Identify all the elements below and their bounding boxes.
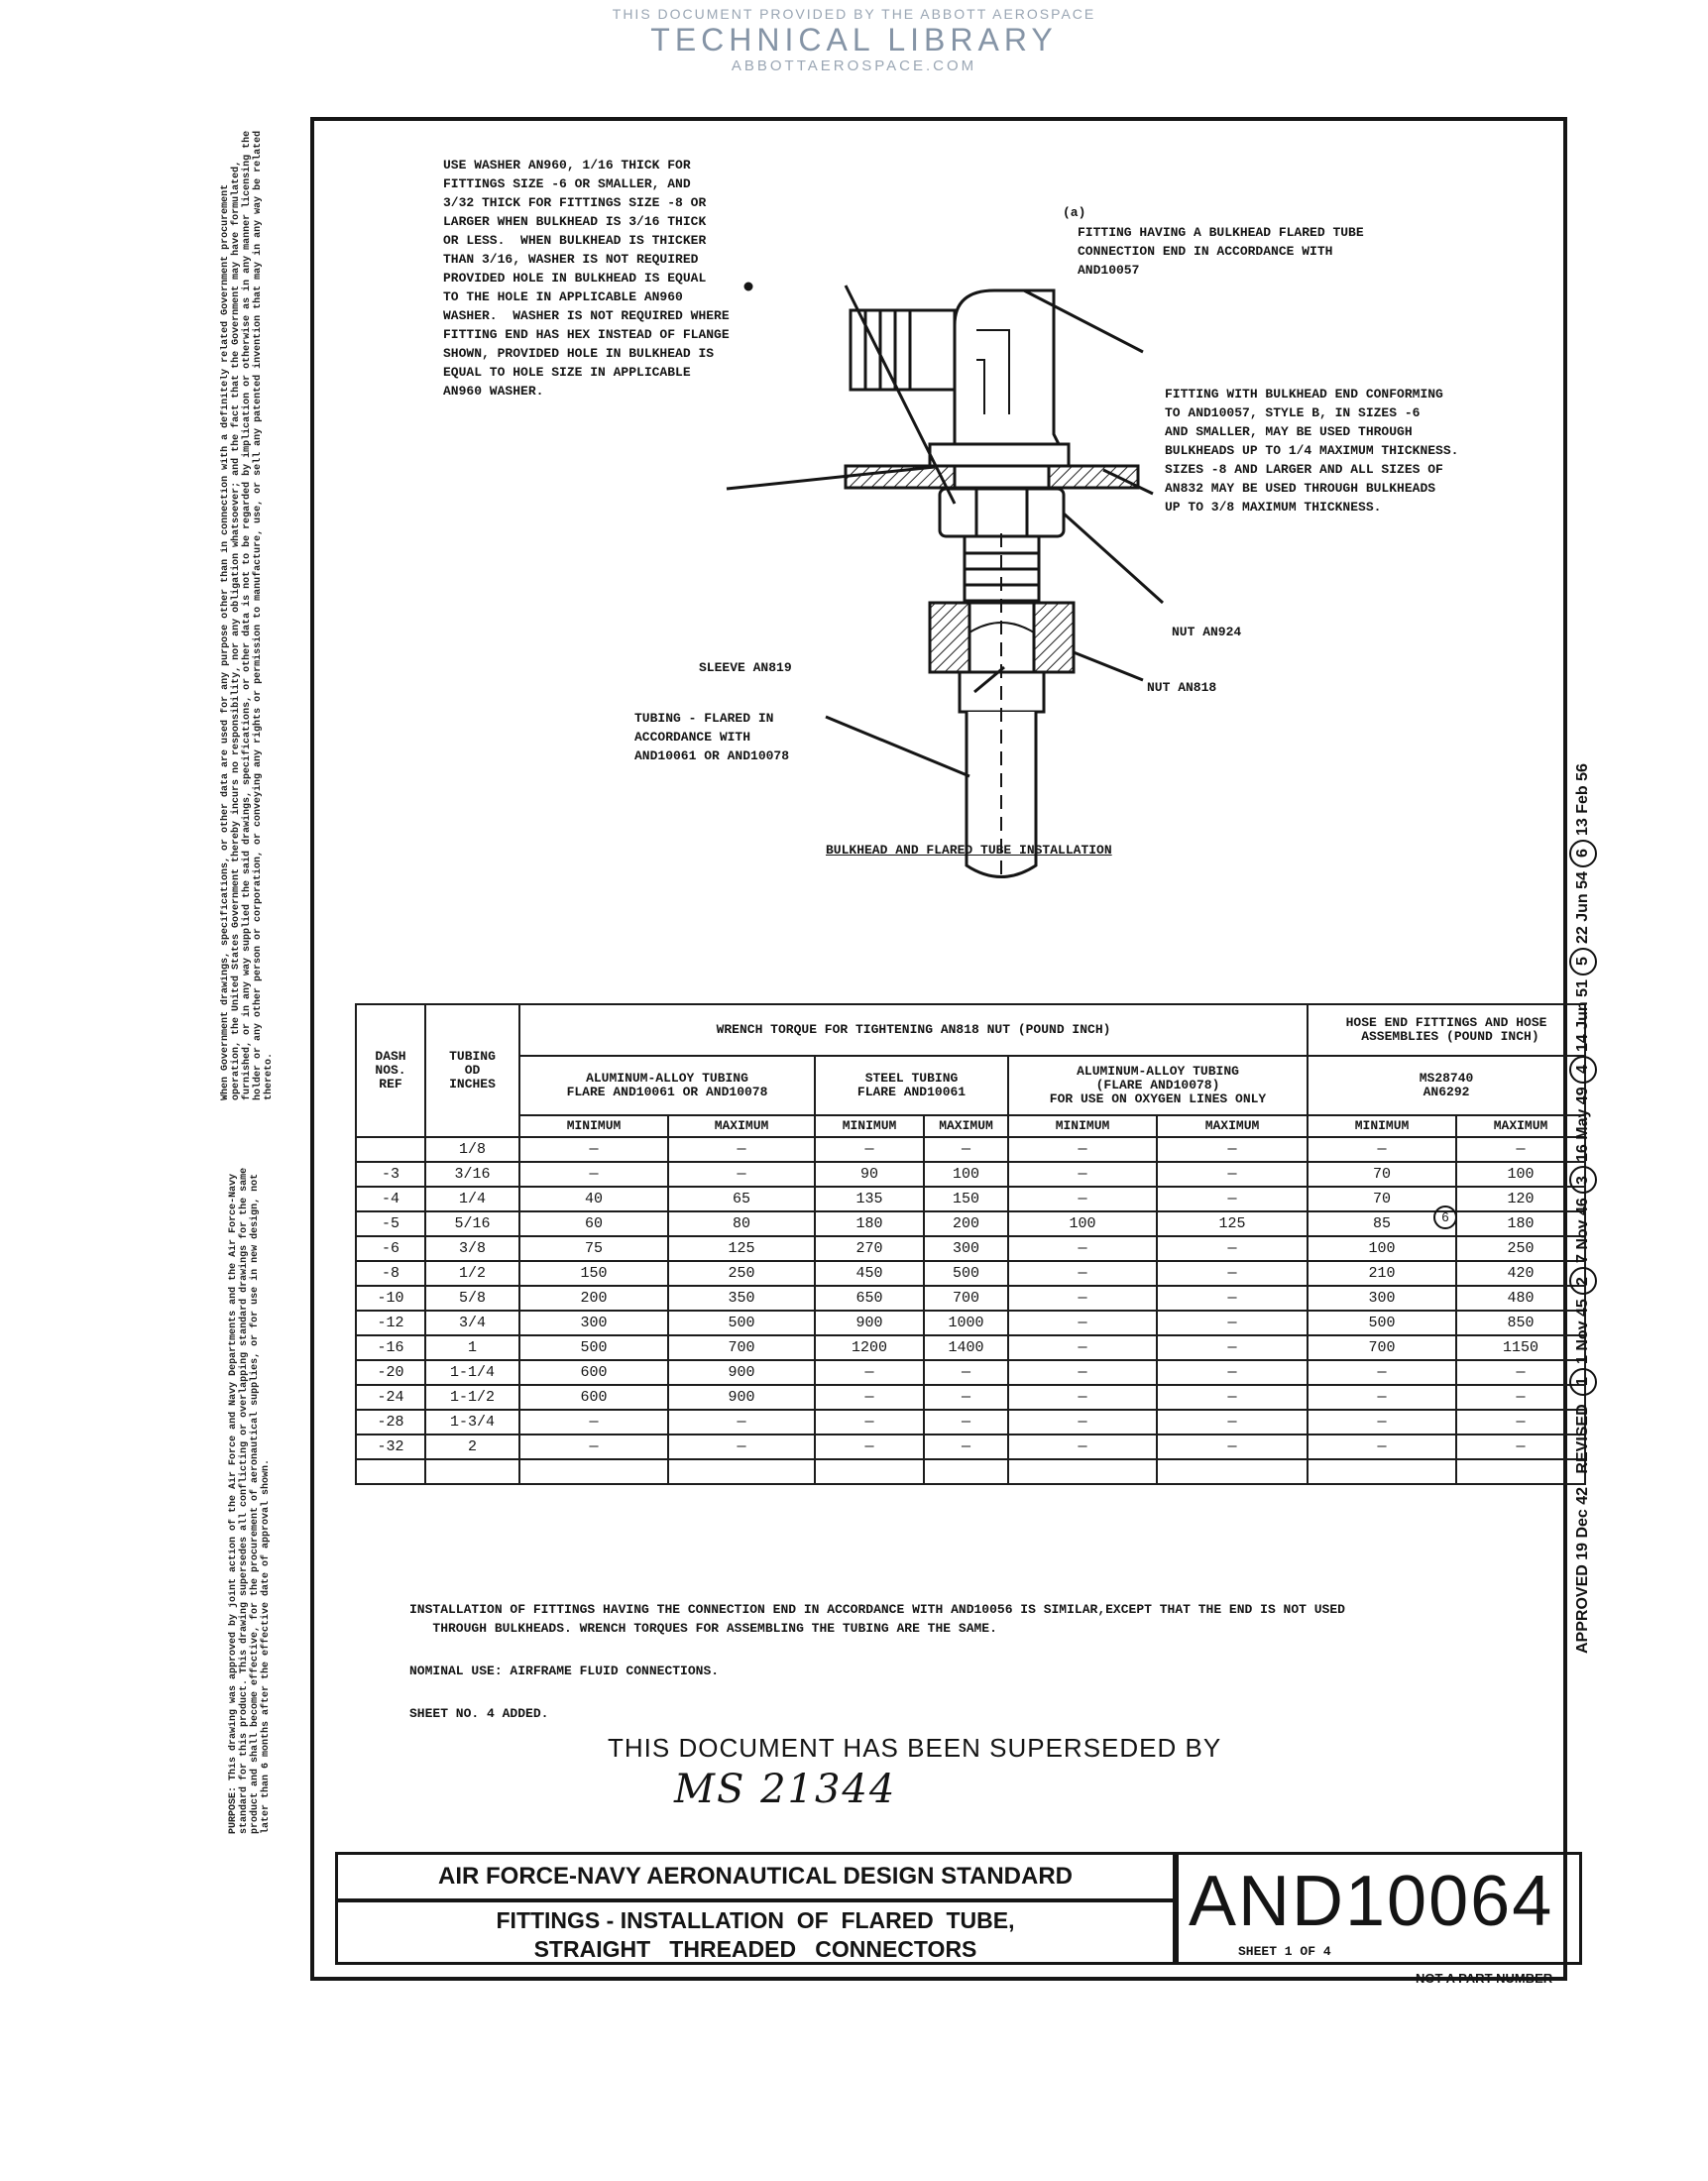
header-max: MAXIMUM <box>1157 1115 1308 1137</box>
cell-st-max: — <box>924 1435 1008 1459</box>
label-sleeve-an819: SLEEVE AN819 <box>699 660 792 675</box>
cell-od: 1-3/4 <box>425 1410 519 1435</box>
library-url: ABBOTTAEROSPACE.COM <box>731 57 977 74</box>
title-block-number <box>1176 1852 1582 1965</box>
cell-st-max: — <box>924 1385 1008 1410</box>
header-max: MAXIMUM <box>668 1115 815 1137</box>
cell-st-max: — <box>924 1410 1008 1435</box>
cell-dash: -16 <box>356 1335 425 1360</box>
label-nut-an924: NUT AN924 <box>1172 625 1242 639</box>
bulkhead-plate-right <box>1049 466 1138 488</box>
cell-al-min: 200 <box>519 1286 668 1311</box>
torque-table <box>355 1003 1586 1485</box>
table-row <box>356 1236 1585 1261</box>
cell-od: 5/8 <box>425 1286 519 1311</box>
sheet-number: SHEET 1 OF 4 <box>1238 1944 1331 1959</box>
cell-ox-min: — <box>1008 1360 1157 1385</box>
cell-al-max: 250 <box>668 1261 815 1286</box>
drawing-number: AND10064 <box>1189 1862 1554 1941</box>
cell-hose-min: 300 <box>1308 1286 1456 1311</box>
cell-st-min: — <box>815 1385 924 1410</box>
cell-st-max: — <box>924 1360 1008 1385</box>
note-washer: USE WASHER AN960, 1/16 THICK FOR FITTINGS SIZE -6 OR SMALLER, AND 3/32 THICK FOR FITTINGS SIZE -8 OR LARGER WHEN BULKHEAD IS 3/16 THICK OR LESS. WHEN BULKHEAD IS THICKER THAN 3/16, WASHER IS NOT REQUIRED PROVIDED HOLE IN BULKHEAD IS EQUAL TO THE HOLE IN APPLICABLE AN960 WASHER. WASHER IS NOT REQUIRED WHERE FITTING END HAS HEX INSTEAD OF FLANGE SHOWN, PROVIDED HOLE IN BULKHEAD IS EQUAL TO HOLE SIZE IN APPLICABLE AN960 WASHER. <box>443 158 730 399</box>
cell-ox-min: — <box>1008 1435 1157 1459</box>
note-tubing: TUBING - FLARED IN ACCORDANCE WITH AND10061 OR AND10078 <box>634 711 790 763</box>
cell-ox-max: 125 <box>1157 1211 1308 1236</box>
cell-od: 1 <box>425 1335 519 1360</box>
header-aluminum-tubing: ALUMINUM-ALLOY TUBING FLARE AND10061 OR AND10078 <box>519 1056 815 1115</box>
header-min: MINIMUM <box>815 1115 924 1137</box>
cell-st-max: 200 <box>924 1211 1008 1236</box>
header-min: MINIMUM <box>519 1115 668 1137</box>
cell-st-min: 900 <box>815 1311 924 1335</box>
cell-hose-max: — <box>1456 1435 1585 1459</box>
cell-hose-min <box>1308 1459 1456 1484</box>
header-wrench-torque: WRENCH TORQUE FOR TIGHTENING AN818 NUT (POUND INCH) <box>519 1004 1308 1056</box>
table-row <box>356 1435 1585 1459</box>
cell-dash: -4 <box>356 1187 425 1211</box>
cell-hose-max: 1150 <box>1456 1335 1585 1360</box>
cell-ox-max <box>1157 1459 1308 1484</box>
cell-od: 3/4 <box>425 1311 519 1335</box>
cell-hose-max: 100 <box>1456 1162 1585 1187</box>
revision-number: 2 <box>1569 1267 1597 1295</box>
cell-dash: -10 <box>356 1286 425 1311</box>
drawing-title-line2: STRAIGHT THREADED CONNECTORS <box>533 1936 977 1962</box>
cell-od: 2 <box>425 1435 519 1459</box>
cell-ox-min: — <box>1008 1286 1157 1311</box>
cell-ox-max: — <box>1157 1261 1308 1286</box>
revision-mark-circle: 6 <box>1433 1205 1457 1229</box>
cell-st-min: 1200 <box>815 1335 924 1360</box>
cell-hose-min: 100 <box>1308 1236 1456 1261</box>
cell-hose-min: — <box>1308 1385 1456 1410</box>
cell-al-max: 65 <box>668 1187 815 1211</box>
note-a-marker: (a) <box>1063 205 1086 220</box>
cell-dash <box>356 1137 425 1162</box>
revision-number: 1 <box>1569 1368 1597 1396</box>
cell-st-min: — <box>815 1360 924 1385</box>
cell-al-min: 75 <box>519 1236 668 1261</box>
cell-ox-max: — <box>1157 1236 1308 1261</box>
cell-od: 3/16 <box>425 1162 519 1187</box>
cell-al-min: 600 <box>519 1360 668 1385</box>
cell-st-min: 270 <box>815 1236 924 1261</box>
table-row <box>356 1187 1585 1211</box>
header-min: MINIMUM <box>1308 1115 1456 1137</box>
cell-st-max: 1400 <box>924 1335 1008 1360</box>
cell-ox-max: — <box>1157 1187 1308 1211</box>
cell-dash: -8 <box>356 1261 425 1286</box>
cell-ox-max: — <box>1157 1335 1308 1360</box>
cell-dash <box>356 1459 425 1484</box>
cell-al-max <box>668 1459 815 1484</box>
cell-ox-min: 100 <box>1008 1211 1157 1236</box>
cell-ox-min: — <box>1008 1410 1157 1435</box>
header-hose-spec: MS28740 AN6292 <box>1308 1056 1585 1115</box>
cell-ox-min: — <box>1008 1137 1157 1162</box>
cell-al-min: — <box>519 1137 668 1162</box>
cell-ox-min: — <box>1008 1385 1157 1410</box>
table-row <box>356 1162 1585 1187</box>
header-min: MINIMUM <box>1008 1115 1157 1137</box>
table-row <box>356 1137 1585 1162</box>
cell-al-min: — <box>519 1435 668 1459</box>
cell-ox-min: — <box>1008 1335 1157 1360</box>
cell-st-min: 90 <box>815 1162 924 1187</box>
cell-st-min: 450 <box>815 1261 924 1286</box>
superseded-handwritten: MS 21344 <box>674 1767 897 1812</box>
cell-st-max: 300 <box>924 1236 1008 1261</box>
revision-date: 16 May 49 <box>1574 1087 1591 1163</box>
cell-al-min: 600 <box>519 1385 668 1410</box>
cell-hose-max: — <box>1456 1360 1585 1385</box>
header-aluminum-oxygen: ALUMINUM-ALLOY TUBING (FLARE AND10078) FOR USE ON OXYGEN LINES ONLY <box>1008 1056 1308 1115</box>
cell-hose-min: — <box>1308 1435 1456 1459</box>
revision-number: 3 <box>1569 1166 1597 1194</box>
revision-date: 13 Feb 56 <box>1574 763 1591 836</box>
cell-hose-max: 480 <box>1456 1286 1585 1311</box>
cell-al-max: 500 <box>668 1311 815 1335</box>
cell-st-min: 180 <box>815 1211 924 1236</box>
cell-od: 1-1/4 <box>425 1360 519 1385</box>
cell-st-min: 650 <box>815 1286 924 1311</box>
cell-ox-min: — <box>1008 1162 1157 1187</box>
cell-dash: -28 <box>356 1410 425 1435</box>
nut-an924 <box>940 489 1064 536</box>
cell-al-min: 60 <box>519 1211 668 1236</box>
cell-dash: -24 <box>356 1385 425 1410</box>
cell-dash: -32 <box>356 1435 425 1459</box>
header-dash: DASH NOS. REF <box>356 1004 425 1137</box>
cell-hose-max: 250 <box>1456 1236 1585 1261</box>
title-block-title <box>335 1899 1176 1965</box>
not-a-part-number: NOT A PART NUMBER <box>1416 1971 1553 1986</box>
purpose-notice: PURPOSE: This drawing was approved by joint action of the Air Force and Navy Departments and the Air Force-Navy standard for this product. This drawing supersedes all conflicting or overlapping standard drawings for the same product and shall become effective, for the procurement of aeronautical supplies, or for use in new design, not later than 6 months after the effective date of approval shown. <box>228 1167 272 1834</box>
note-bulkhead-end: FITTING WITH BULKHEAD END CONFORMING TO AND10057, STYLE B, IN SIZES -6 AND SMALLER, MAY BE USED THROUGH BULKHEADS UP TO 1/4 MAXIMUM THICKNESS. SIZES -8 AND LARGER AND ALL SIZES OF AN832 MAY BE USED THROUGH BULKHEADS UP TO 3/8 MAXIMUM THICKNESS. <box>1165 387 1459 515</box>
cell-hose-max: — <box>1456 1385 1585 1410</box>
title-block-standard <box>335 1852 1176 1901</box>
revision-date: 22 Jun 54 <box>1574 870 1591 944</box>
cell-hose-min: 210 <box>1308 1261 1456 1286</box>
revision-date: 1 Nov 45 <box>1574 1299 1591 1365</box>
diagram-caption: BULKHEAD AND FLARED TUBE INSTALLATION <box>826 843 1112 858</box>
cell-st-max: 150 <box>924 1187 1008 1211</box>
cell-al-max: 80 <box>668 1211 815 1236</box>
cell-ox-max: — <box>1157 1435 1308 1459</box>
cell-al-min: 500 <box>519 1335 668 1360</box>
note-fitting-bulkhead-connection: FITTING HAVING A BULKHEAD FLARED TUBE CONNECTION END IN ACCORDANCE WITH AND10057 <box>1078 225 1364 278</box>
library-title: TECHNICAL LIBRARY <box>650 22 1058 57</box>
revision-date: 7 Nov 46 <box>1574 1198 1591 1264</box>
cell-st-max: 500 <box>924 1261 1008 1286</box>
library-provided-by: THIS DOCUMENT PROVIDED BY THE ABBOTT AEROSPACE <box>612 6 1096 22</box>
cell-hose-min: 70 <box>1308 1187 1456 1211</box>
note-installation: INSTALLATION OF FITTINGS HAVING THE CONNECTION END IN ACCORDANCE WITH AND10056 IS SIMILAR,EXCEPT THAT THE END IS NOT USED THROUGH BULKHEADS. WRENCH TORQUES FOR ASSEMBLING THE TUBING ARE THE SAME. <box>409 1602 1345 1636</box>
table-row <box>356 1211 1585 1236</box>
cell-hose-max: — <box>1456 1410 1585 1435</box>
cell-st-max: — <box>924 1137 1008 1162</box>
label-nut-an818: NUT AN818 <box>1147 680 1217 695</box>
table-row <box>356 1459 1585 1484</box>
standard-name: AIR FORCE-NAVY AERONAUTICAL DESIGN STANDARD <box>437 1863 1074 1890</box>
cell-st-min <box>815 1459 924 1484</box>
cell-al-max: 350 <box>668 1286 815 1311</box>
cell-hose-max: 180 <box>1456 1211 1585 1236</box>
approved-date: APPROVED 19 Dec 42 <box>1574 1487 1591 1655</box>
cell-st-min: — <box>815 1435 924 1459</box>
cell-st-max: 700 <box>924 1286 1008 1311</box>
revision-number: 5 <box>1569 948 1597 976</box>
cell-st-max <box>924 1459 1008 1484</box>
superseded-notice: THIS DOCUMENT HAS BEEN SUPERSEDED BY <box>608 1733 1222 1763</box>
table-row <box>356 1335 1585 1360</box>
cell-st-min: — <box>815 1137 924 1162</box>
cell-ox-max: — <box>1157 1385 1308 1410</box>
cell-al-max: 900 <box>668 1385 815 1410</box>
table-row <box>356 1385 1585 1410</box>
cell-od: 1/4 <box>425 1187 519 1211</box>
cell-od: 3/8 <box>425 1236 519 1261</box>
cell-hose-max: 420 <box>1456 1261 1585 1286</box>
cell-al-min: — <box>519 1162 668 1187</box>
cell-hose-min: 700 <box>1308 1335 1456 1360</box>
cell-al-max: 700 <box>668 1335 815 1360</box>
cell-ox-min: — <box>1008 1236 1157 1261</box>
revision-date: 14 Jun 51 <box>1574 978 1591 1052</box>
cell-st-min: 135 <box>815 1187 924 1211</box>
cell-dash: -3 <box>356 1162 425 1187</box>
cell-ox-max: — <box>1157 1286 1308 1311</box>
cell-hose-min: — <box>1308 1410 1456 1435</box>
drawing-title-line1: FITTINGS - INSTALLATION OF FLARED TUBE, <box>496 1907 1015 1933</box>
cell-dash: -12 <box>356 1311 425 1335</box>
cell-ox-min <box>1008 1459 1157 1484</box>
cell-al-min <box>519 1459 668 1484</box>
cell-al-max: — <box>668 1162 815 1187</box>
cell-st-max: 100 <box>924 1162 1008 1187</box>
cell-od: 5/16 <box>425 1211 519 1236</box>
note-nominal-use: NOMINAL USE: AIRFRAME FLUID CONNECTIONS. <box>409 1664 720 1678</box>
cell-al-max: — <box>668 1410 815 1435</box>
cell-ox-max: — <box>1157 1162 1308 1187</box>
cell-al-min: 40 <box>519 1187 668 1211</box>
table-row <box>356 1410 1585 1435</box>
cell-od: 1-1/2 <box>425 1385 519 1410</box>
cell-od: 1/2 <box>425 1261 519 1286</box>
revision-number: 4 <box>1569 1056 1597 1084</box>
cell-al-max: 900 <box>668 1360 815 1385</box>
cell-hose-min: — <box>1308 1360 1456 1385</box>
table-row <box>356 1360 1585 1385</box>
table-row <box>356 1311 1585 1335</box>
cell-od: 1/8 <box>425 1137 519 1162</box>
cell-hose-max: — <box>1456 1137 1585 1162</box>
table-row <box>356 1261 1585 1286</box>
cell-hose-max: 120 <box>1456 1187 1585 1211</box>
revised-label: REVISED <box>1574 1404 1591 1474</box>
header-steel-tubing: STEEL TUBING FLARE AND10061 <box>815 1056 1008 1115</box>
cell-al-max: — <box>668 1137 815 1162</box>
cell-hose-min: 85 <box>1308 1211 1456 1236</box>
cell-ox-min: — <box>1008 1261 1157 1286</box>
header-max: MAXIMUM <box>1456 1115 1585 1137</box>
cell-dash: -6 <box>356 1236 425 1261</box>
cell-ox-min: — <box>1008 1311 1157 1335</box>
table-row <box>356 1286 1585 1311</box>
header-max: MAXIMUM <box>924 1115 1008 1137</box>
cell-al-max: 125 <box>668 1236 815 1261</box>
cell-hose-max <box>1456 1459 1585 1484</box>
cell-ox-max: — <box>1157 1410 1308 1435</box>
general-notes <box>409 1600 1569 1747</box>
cell-hose-min: — <box>1308 1137 1456 1162</box>
revision-number: 6 <box>1569 840 1597 867</box>
cell-hose-max: 850 <box>1456 1311 1585 1335</box>
cell-dash: -20 <box>356 1360 425 1385</box>
header-hose-fittings: HOSE END FITTINGS AND HOSE ASSEMBLIES (POUND INCH) <box>1308 1004 1585 1056</box>
cell-ox-max: — <box>1157 1311 1308 1335</box>
header-tubing-od: TUBING OD INCHES <box>425 1004 519 1137</box>
revision-history <box>1569 763 1603 1834</box>
cell-dash: -5 <box>356 1211 425 1236</box>
cell-al-min: — <box>519 1410 668 1435</box>
note-sheet-added: SHEET NO. 4 ADDED. <box>409 1706 549 1721</box>
cell-al-max: — <box>668 1435 815 1459</box>
cell-st-min: — <box>815 1410 924 1435</box>
cell-st-max: 1000 <box>924 1311 1008 1335</box>
cell-hose-min: 500 <box>1308 1311 1456 1335</box>
cell-al-min: 300 <box>519 1311 668 1335</box>
cell-al-min: 150 <box>519 1261 668 1286</box>
legal-notice: When Government drawings, specifications, or other data are used for any purpose other than in connection with a definitely related Government procurement operation, the United States Government thereby incurs no responsibility, nor any obligation whatsoever; and the fact that the Government may have formulated, furnished, or in any way supplied the said drawings, specifications, or other data is not to be regarded by implication or otherwise as in any manner licensing the holder or any other person or corporation, or conveying any rights or permission to manufacture, use, or sell any patented invention that may in any way be related thereto. <box>220 130 275 1100</box>
cell-ox-min: — <box>1008 1187 1157 1211</box>
cell-hose-min: 70 <box>1308 1162 1456 1187</box>
cell-od <box>425 1459 519 1484</box>
cell-ox-max: — <box>1157 1360 1308 1385</box>
cell-ox-max: — <box>1157 1137 1308 1162</box>
fitting-flange <box>930 444 1069 466</box>
